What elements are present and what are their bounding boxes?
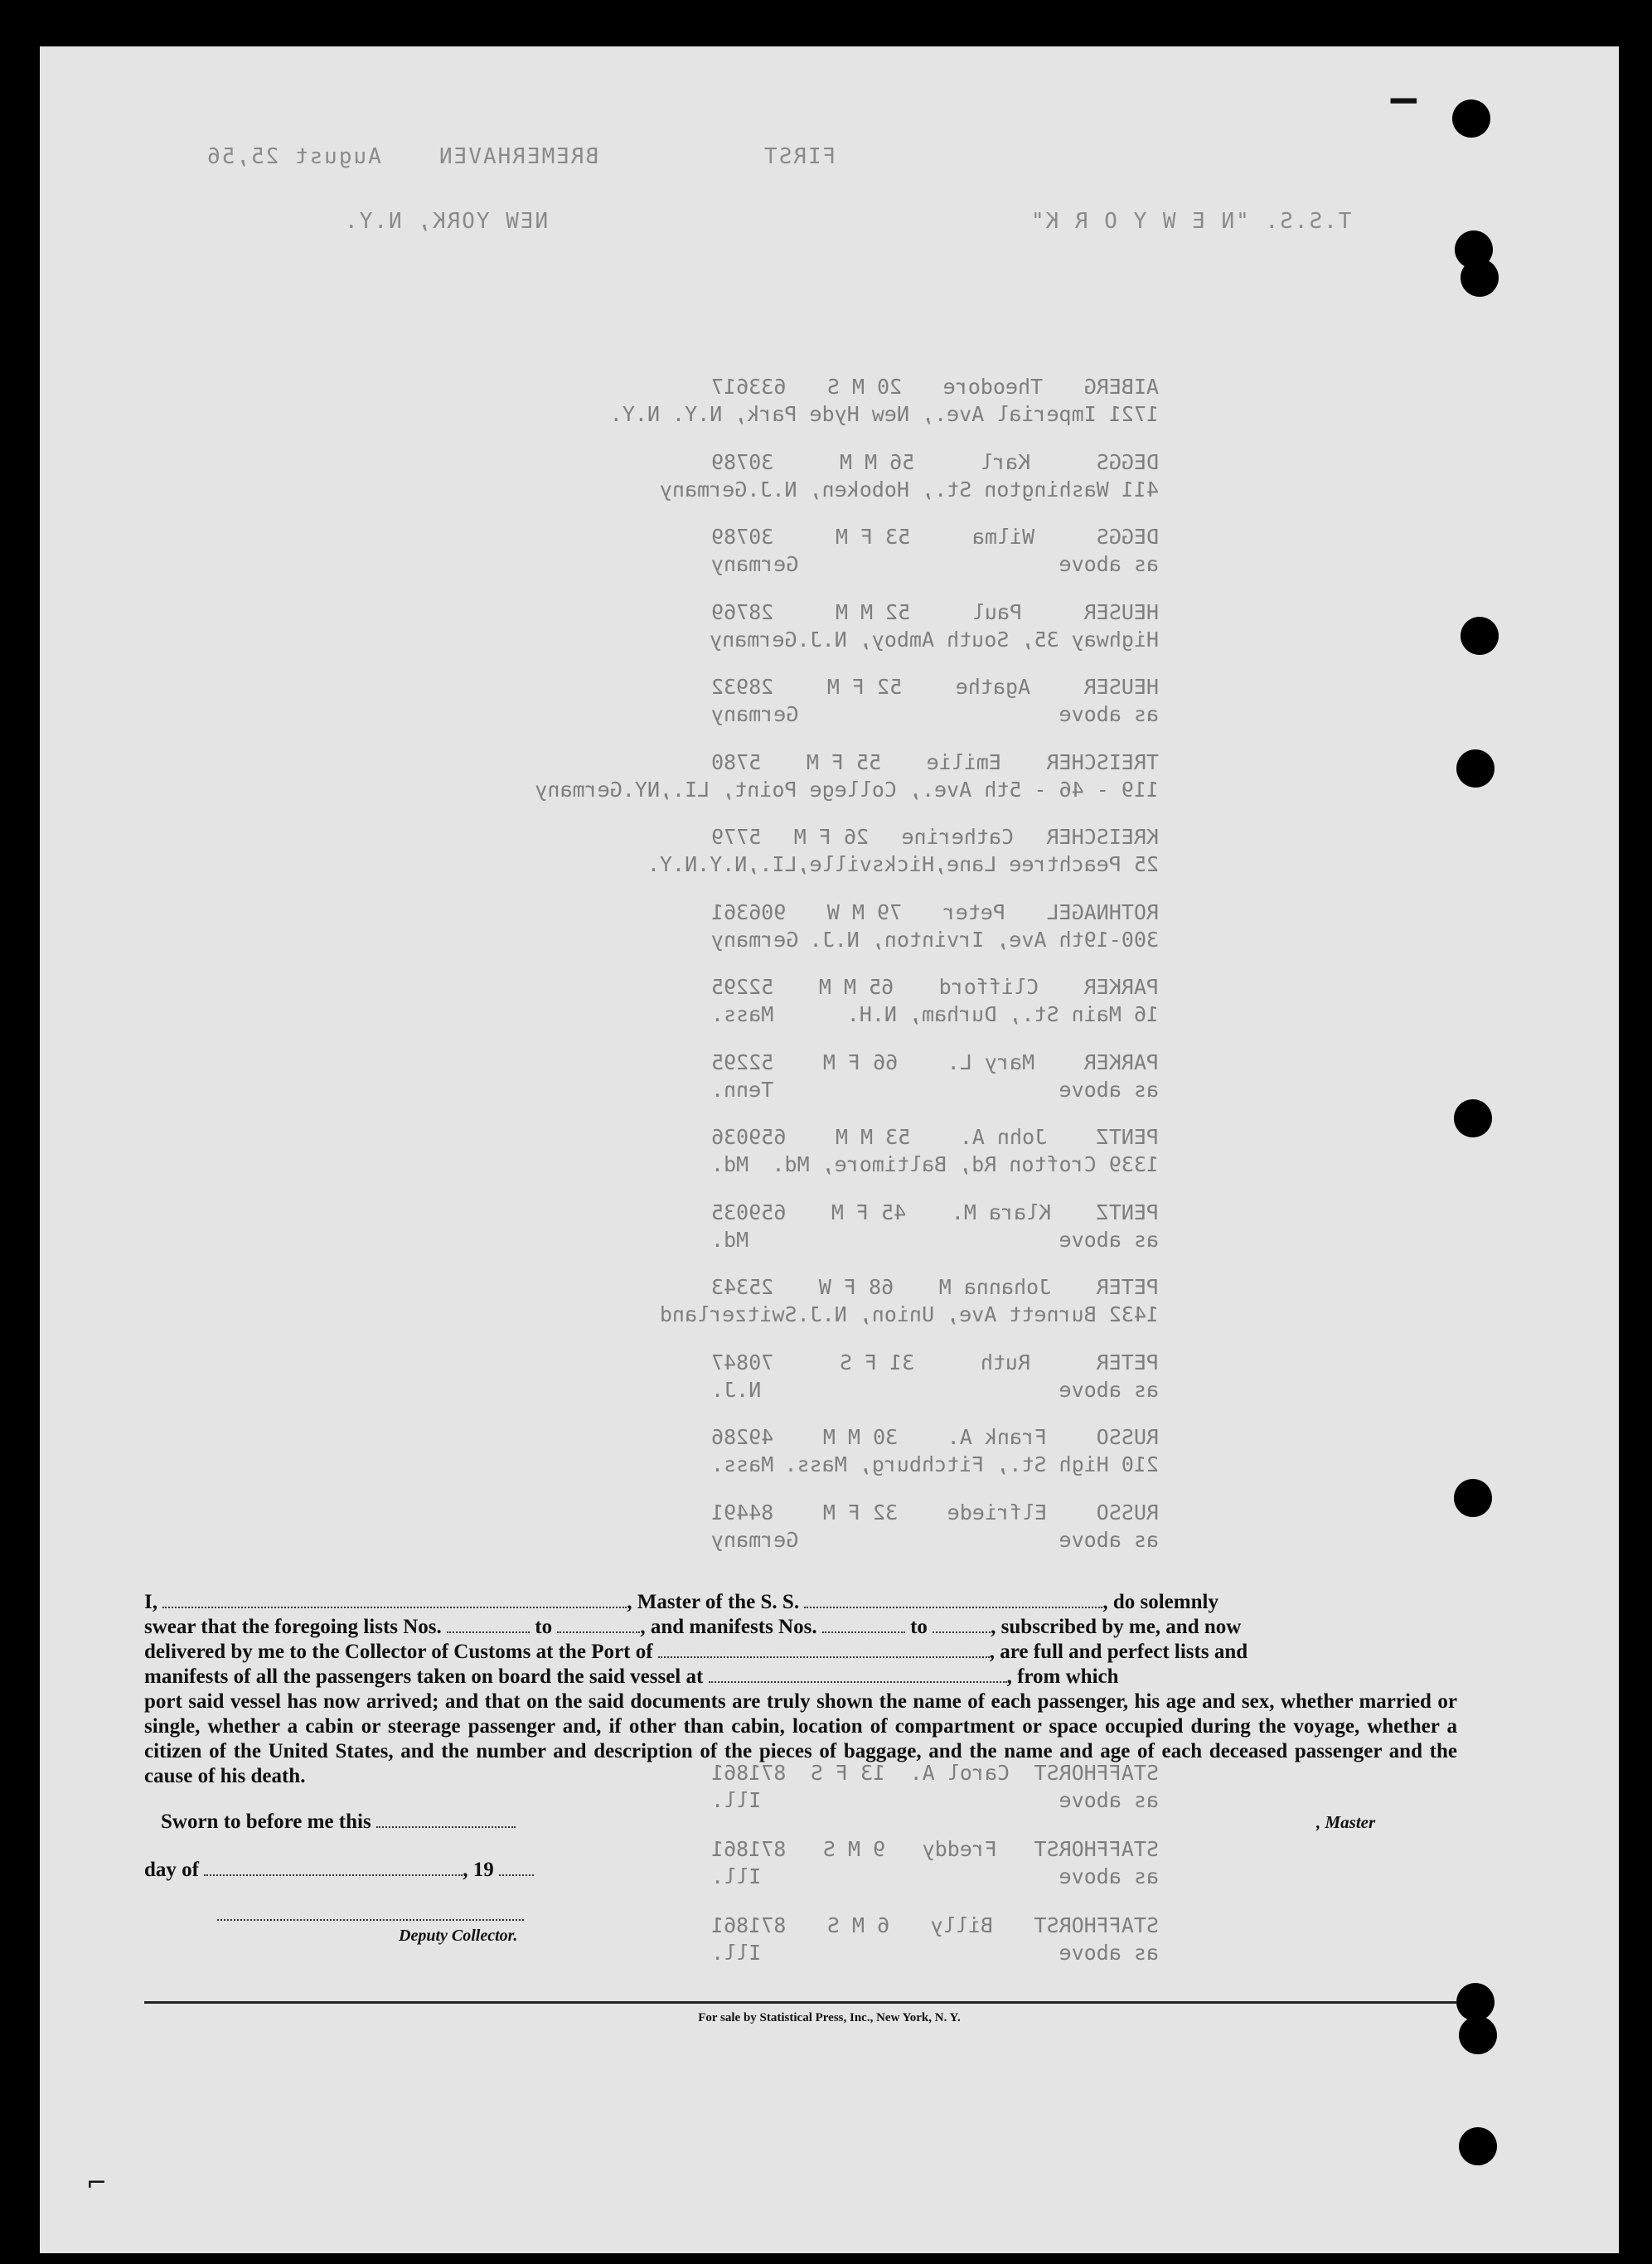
passenger-number: 659035 xyxy=(711,1200,787,1224)
passenger-origin: Germany xyxy=(711,702,799,726)
passenger-entry xyxy=(711,1050,1159,1108)
passenger-given-name: Elfriede xyxy=(947,1500,1048,1525)
passenger-number: 871861 xyxy=(711,1913,787,1937)
passenger-surname: ROTHNAGEL xyxy=(1046,899,1159,924)
bottom-rule xyxy=(144,2001,1457,2004)
passenger-number: 49286 xyxy=(711,1425,774,1449)
passenger-address: 1339 Crofton Rd, Baltimore, Md. xyxy=(772,1152,1159,1176)
passenger-number: 871861 xyxy=(711,1837,787,1861)
manifest-to-field[interactable] xyxy=(933,1617,991,1633)
passenger-given-name: Karl xyxy=(980,449,1031,474)
passenger-entry xyxy=(711,975,1159,1033)
passenger-surname: PETER xyxy=(1096,1350,1159,1374)
passenger-address: as above xyxy=(1059,1788,1159,1812)
passenger-address: 119 - 46 - 5th Ave., College Point, LI.,NY. xyxy=(622,777,1159,802)
embark-port-field[interactable] xyxy=(709,1666,1007,1683)
passenger-address: as above xyxy=(1059,1077,1159,1102)
passenger-address: 1721 Imperial Ave., New Hyde Park, N.Y. N.Y. xyxy=(609,402,1159,426)
passenger-number: 906361 xyxy=(711,899,787,924)
passenger-origin: Tenn. xyxy=(711,1077,774,1102)
oath-delivered: delivered by me to the Collector of Customs at the Port of xyxy=(144,1641,653,1663)
passenger-origin: Ill. xyxy=(711,1864,762,1888)
passenger-age-sex-status: 65 M M xyxy=(818,975,894,999)
header-ship: T.S.S. "N E W Y O R K" xyxy=(1029,209,1352,234)
passenger-surname: STAFFHORST xyxy=(1034,1913,1159,1937)
day-of-label: day of xyxy=(144,1859,199,1881)
header-port: BREMERHAVEN xyxy=(438,144,599,169)
printer-footer: For sale by Statistical Press, Inc., New York, N. Y. xyxy=(698,2011,961,2024)
passenger-origin: Mass. xyxy=(711,1452,774,1476)
passenger-given-name: John A. xyxy=(959,1125,1048,1149)
passenger-age-sex-status: 26 F M xyxy=(793,825,870,849)
passenger-entry xyxy=(711,1350,1159,1408)
sworn-line xyxy=(161,1811,516,1834)
passenger-age-sex-status: 31 F S xyxy=(839,1350,915,1374)
oath-from-which: , from which xyxy=(1006,1665,1119,1688)
passenger-given-name: Emilie xyxy=(926,749,1001,774)
corner-scribble: ⌐ xyxy=(86,2169,108,2198)
passenger-surname: STAFFHORST xyxy=(1034,1761,1159,1785)
ship-name-field[interactable] xyxy=(804,1592,1102,1608)
oath-master-of: , Master of the S. S. xyxy=(627,1591,800,1613)
list-to-field[interactable] xyxy=(557,1617,640,1633)
passenger-number: 871861 xyxy=(711,1761,787,1785)
passenger-entry xyxy=(609,375,1159,433)
passenger-age-sex-status: 9 M S xyxy=(822,1837,886,1861)
oath-body: port said vessel has now arrived; and that on the said documents are truly shown the name of each passenger, his age and sex, whether married or single, whether a cabin or steerage passenger and, if other than cabin, location of compartment or space occupied during the voyage, whether a citizen of the United States, and the number and description of the pieces of baggage, and the name and age of each deceased passenger and the cause of his death. xyxy=(144,1690,1457,1787)
passenger-surname: PENTZ xyxy=(1096,1200,1159,1224)
passenger-surname: HEUSER xyxy=(1083,675,1159,699)
passenger-age-sex-status: 30 M M xyxy=(822,1425,899,1449)
passenger-given-name: Mary L. xyxy=(947,1050,1035,1074)
passenger-number: 633617 xyxy=(711,375,787,399)
passenger-entry xyxy=(711,1200,1159,1258)
passenger-age-sex-status: 52 F M xyxy=(826,675,903,699)
passenger-surname: RUSSO xyxy=(1096,1500,1159,1525)
passenger-address: 1432 Burnett Ave, Union, N.J. xyxy=(797,1302,1159,1326)
passenger-age-sex-status: 53 M M xyxy=(835,1125,911,1149)
oath-subscribed: , subscribed by me, and now xyxy=(991,1616,1242,1638)
passenger-surname: AIBERG xyxy=(1083,375,1159,399)
year-field[interactable] xyxy=(499,1874,534,1876)
punch-hole xyxy=(1461,617,1499,655)
passenger-entry xyxy=(711,900,1159,958)
passenger-address: Highway 35, South Amboy, N.J. xyxy=(797,627,1159,652)
manifest-from-field[interactable] xyxy=(822,1617,905,1633)
passenger-entry xyxy=(711,600,1159,658)
passenger-entry xyxy=(711,1913,1159,1971)
passenger-entry xyxy=(711,675,1159,733)
master-name-field[interactable] xyxy=(162,1592,627,1608)
passenger-given-name: Theodore xyxy=(942,375,1044,399)
oath-full-lists: , are full and perfect lists and xyxy=(989,1641,1248,1663)
manifest-page xyxy=(40,46,1619,2253)
punch-hole xyxy=(1452,99,1490,138)
passenger-given-name: Johanna M xyxy=(938,1275,1052,1299)
list-from-field[interactable] xyxy=(447,1617,530,1633)
passenger-address: 16 Main St., Durham, N.H. xyxy=(846,1002,1159,1026)
passenger-number: 28769 xyxy=(711,599,774,624)
passenger-given-name: Wilma xyxy=(971,525,1035,549)
passenger-given-name: Freddy xyxy=(922,1837,997,1861)
master-label: , Master xyxy=(1316,1812,1376,1832)
deputy-line xyxy=(217,1903,524,1927)
passenger-surname: PENTZ xyxy=(1096,1125,1159,1149)
passenger-address: as above xyxy=(1059,1527,1159,1552)
punch-hole xyxy=(1454,1479,1492,1517)
passenger-origin: Germany xyxy=(535,777,623,802)
passenger-given-name: Frank A. xyxy=(947,1425,1048,1449)
passenger-entry xyxy=(659,449,1159,508)
punch-hole xyxy=(1454,1099,1492,1137)
passenger-given-name: Paul xyxy=(971,599,1023,624)
passenger-surname: DEGGS xyxy=(1096,449,1159,474)
passenger-given-name: Catherine xyxy=(901,825,1015,849)
sworn-label: Sworn to before me this xyxy=(161,1811,371,1833)
passenger-surname: PETER xyxy=(1096,1275,1159,1299)
passenger-given-name: Agathe xyxy=(955,675,1031,699)
passenger-age-sex-status: 13 F S xyxy=(810,1761,886,1785)
passenger-origin: N.Y. xyxy=(647,852,698,876)
passenger-given-name: Billy xyxy=(930,1913,993,1937)
passenger-given-name: Clifford xyxy=(938,975,1039,999)
header-class: FIRST xyxy=(763,144,836,169)
passenger-entry xyxy=(647,825,1159,883)
passenger-age-sex-status: 53 F M xyxy=(835,525,911,549)
passenger-entry xyxy=(711,1500,1159,1559)
day-of-line xyxy=(144,1859,534,1882)
passenger-number: 30789 xyxy=(711,449,774,474)
passenger-address: as above xyxy=(1059,1377,1159,1402)
oath-i: I, xyxy=(144,1591,157,1613)
passenger-age-sex-status: 56 M M xyxy=(839,449,915,474)
passenger-number: 5779 xyxy=(711,825,762,849)
passenger-address: 25 Peachtree Lane,Hicksville,LI.,N.Y. xyxy=(697,852,1159,876)
header-date: August 25,56 xyxy=(206,144,381,169)
passenger-surname: TREISCHER xyxy=(1046,749,1159,774)
oath-to: to xyxy=(910,1616,928,1638)
header-destination: NEW YORK, N.Y. xyxy=(343,209,549,234)
passenger-number: 5780 xyxy=(711,749,762,774)
passenger-origin: Germany xyxy=(711,927,799,952)
passenger-entry xyxy=(711,1837,1159,1895)
passenger-address: 300-19th Ave, Irvinton, N.J. xyxy=(809,927,1159,952)
passenger-origin: Md. xyxy=(711,1152,749,1176)
passenger-origin: Germany xyxy=(710,627,797,652)
sworn-day-field[interactable] xyxy=(376,1826,516,1828)
passenger-age-sex-status: 32 F M xyxy=(822,1500,899,1525)
passenger-address: as above xyxy=(1059,1941,1159,1965)
passenger-address: 210 High St., Fitchburg, Mass. xyxy=(784,1452,1159,1476)
passenger-address: 411 Washington St., Hoboken, N.J. xyxy=(747,477,1159,502)
passenger-number: 52295 xyxy=(711,975,774,999)
passenger-age-sex-status: 45 F M xyxy=(831,1200,907,1224)
punch-hole xyxy=(1461,259,1499,297)
passenger-number: 30789 xyxy=(711,525,774,549)
passenger-address: as above xyxy=(1059,702,1159,726)
passenger-number: 28932 xyxy=(711,675,774,699)
passenger-age-sex-status: 79 M W xyxy=(826,899,903,924)
passenger-number: 25343 xyxy=(711,1275,774,1299)
punch-hole xyxy=(1456,749,1495,788)
passenger-entry xyxy=(711,525,1159,583)
passenger-given-name: Klara M. xyxy=(951,1200,1052,1224)
passenger-surname: PARKER xyxy=(1083,1050,1159,1074)
punch-hole xyxy=(1459,2127,1497,2165)
passenger-entry xyxy=(659,1275,1159,1333)
passenger-address: as above xyxy=(1059,1227,1159,1252)
passenger-number: 70847 xyxy=(711,1350,774,1374)
passenger-origin: Ill. xyxy=(711,1941,762,1965)
deputy-signature-field[interactable] xyxy=(217,1919,524,1921)
passenger-surname: DEGGS xyxy=(1096,525,1159,549)
passenger-age-sex-status: 52 M M xyxy=(835,599,911,624)
passenger-surname: PARKER xyxy=(1083,975,1159,999)
passenger-age-sex-status: 68 F W xyxy=(818,1275,894,1299)
oath-manifests-all: manifests of all the passengers taken on board the said vessel at xyxy=(144,1665,704,1688)
passenger-address: as above xyxy=(1059,1864,1159,1888)
passenger-origin: N.J. xyxy=(711,1377,762,1402)
passenger-surname: STAFFHORST xyxy=(1034,1837,1159,1861)
passenger-number: 659036 xyxy=(711,1125,787,1149)
corner-mark: ▔ xyxy=(1391,99,1417,138)
passenger-origin: Germany xyxy=(711,552,799,576)
passenger-number: 84491 xyxy=(711,1500,774,1525)
day-of-field[interactable] xyxy=(204,1874,463,1876)
passenger-entry xyxy=(535,749,1159,808)
passenger-given-name: Carol A. xyxy=(909,1761,1010,1785)
passenger-age-sex-status: 55 F M xyxy=(806,749,882,774)
oath-to: to xyxy=(535,1616,553,1638)
year-label: , 19 xyxy=(463,1859,494,1881)
passenger-address: as above xyxy=(1059,552,1159,576)
port-field[interactable] xyxy=(658,1641,990,1658)
oath-do-solemnly: , do solemnly xyxy=(1102,1591,1218,1613)
passenger-surname: KREISCHER xyxy=(1046,825,1159,849)
passenger-origin: Germany xyxy=(711,1527,799,1552)
passenger-origin: Switzerland xyxy=(659,1302,797,1326)
passenger-number: 52295 xyxy=(711,1050,774,1074)
passenger-entry xyxy=(711,1125,1159,1183)
passenger-age-sex-status: 6 M S xyxy=(826,1913,890,1937)
passenger-entry xyxy=(711,1425,1159,1483)
passenger-given-name: Ruth xyxy=(980,1350,1031,1374)
passenger-origin: Mass. xyxy=(711,1002,774,1026)
passenger-age-sex-status: 66 F M xyxy=(822,1050,899,1074)
passenger-origin: Md. xyxy=(711,1227,749,1252)
passenger-surname: RUSSO xyxy=(1096,1425,1159,1449)
deputy-collector-label: Deputy Collector. xyxy=(399,1927,518,1945)
passenger-origin: Ill. xyxy=(711,1788,762,1812)
passenger-origin: Germany xyxy=(659,477,748,502)
passenger-age-sex-status: 20 M S xyxy=(826,375,903,399)
passenger-surname: HEUSER xyxy=(1083,599,1159,624)
passenger-given-name: Peter xyxy=(942,899,1005,924)
oath-and-manifests: , and manifests Nos. xyxy=(640,1616,817,1638)
oath-swear: swear that the foregoing lists Nos. xyxy=(144,1616,442,1638)
oath-paragraph xyxy=(144,1590,1457,1789)
